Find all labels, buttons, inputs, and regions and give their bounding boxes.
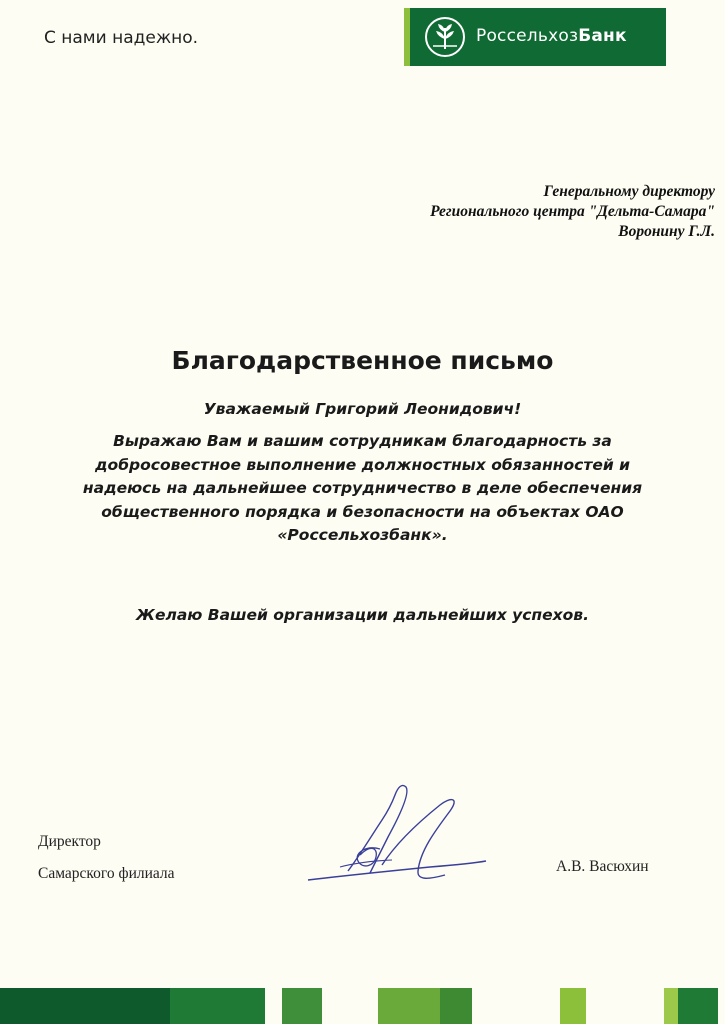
addressee-line: Регионального центра "Дельта-Самара": [430, 203, 715, 220]
footer-stripe: [0, 988, 170, 1024]
body-line: Выражаю Вам и вашим сотрудникам благодарность за: [113, 432, 612, 450]
body-line: общественного порядка и безопасности на объектах ОАО: [101, 502, 624, 521]
letter-body: [0, 430, 725, 548]
addressee-line: Воронину Г.Л.: [618, 223, 715, 240]
footer-stripe: [282, 988, 322, 1024]
signatory-position: [38, 826, 175, 890]
addressee-line: Генеральному директору: [543, 183, 715, 200]
footer-stripe: [378, 988, 440, 1024]
position-line: Директор: [38, 833, 101, 850]
closing-wish: Желаю Вашей организации дальнейших успехов.: [136, 606, 589, 624]
wheat-emblem-icon: [424, 16, 466, 58]
handwritten-signature: [300, 775, 490, 890]
footer-stripe: [440, 988, 472, 1024]
signatory-name: А.В. Васюхин: [556, 858, 649, 875]
bank-name: РоссельхозБанк: [476, 26, 627, 46]
letter-title: Благодарственное письмо: [171, 346, 554, 375]
footer-stripe: [560, 988, 586, 1024]
body-line: добросовестное выполнение должностных обязанностей и: [95, 455, 630, 474]
footer-stripe: [664, 988, 678, 1024]
slogan: С нами надежно.: [44, 28, 199, 48]
footer-stripes: [0, 988, 725, 1024]
footer-stripe: [170, 988, 265, 1024]
bank-logo: [404, 8, 666, 66]
salutation: Уважаемый Григорий Леонидович!: [203, 400, 522, 418]
body-line: надеюсь на дальнейшее сотрудничество в деле обеспечения: [82, 479, 643, 497]
body-line: «Россельхозбанк».: [277, 526, 448, 544]
footer-stripe: [678, 988, 718, 1024]
position-line: Самарского филиала: [38, 865, 175, 882]
addressee-block: [295, 182, 715, 242]
